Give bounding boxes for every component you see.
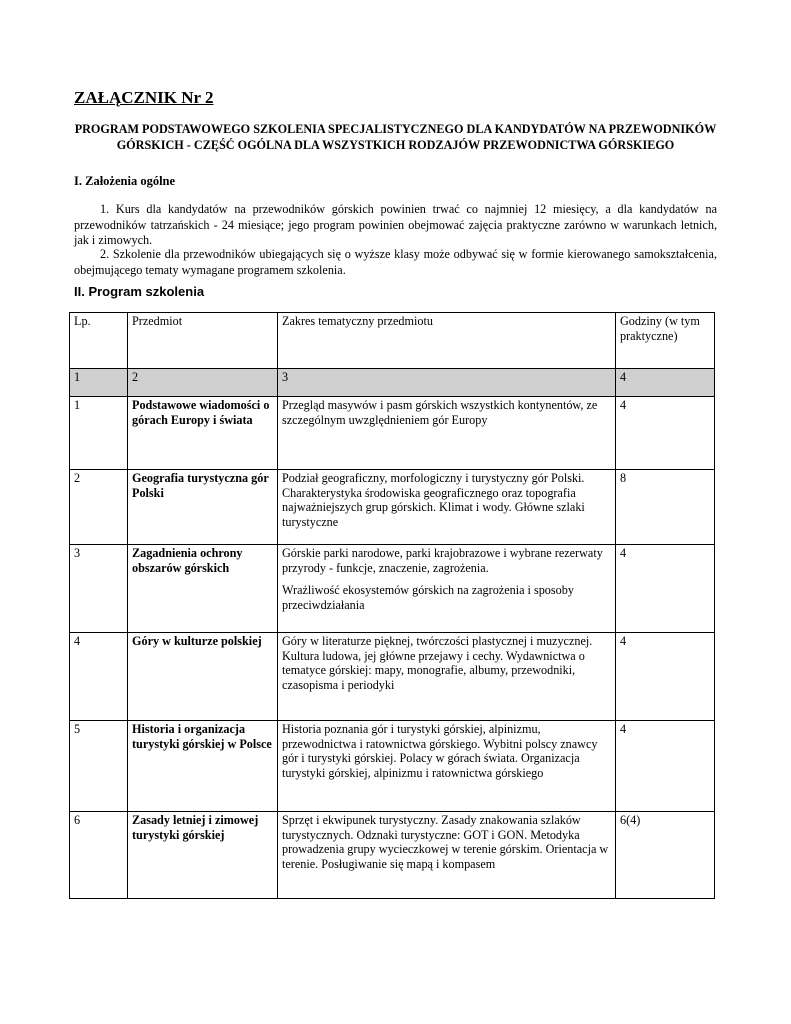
program-title: PROGRAM PODSTAWOWEGO SZKOLENIA SPECJALISTYCZNEGO DLA KANDYDATÓW NA PRZEWODNIKÓW GÓRSKICH - CZĘŚĆ OGÓLNA DLA WSZYSTKICH RODZAJÓW PRZEWODNICTWA GÓRSKIEGO (74, 122, 717, 152)
row-scope-text: Sprzęt i ekwipunek turystyczny. Zasady znakowania szlaków turystycznych. Odznaki turystyczne: GOT i GON. Metodyka prowadzenia grupy wycieczkowej w terenie górskim. Orientacja w terenie. Posługiwanie się mapą i kompasem (282, 813, 609, 871)
row-hours: 8 (616, 470, 715, 545)
header-lp: Lp. (70, 313, 128, 369)
row-subject: Góry w kulturze polskiej (128, 633, 278, 721)
table-row (70, 397, 715, 470)
row-lp: 2 (70, 470, 128, 545)
row-lp: 1 (70, 397, 128, 470)
row-subject: Geografia turystyczna gór Polski (128, 470, 278, 545)
row-lp: 3 (70, 545, 128, 633)
table-row (70, 545, 715, 633)
column-number: 1 (70, 369, 128, 397)
row-hours: 4 (616, 397, 715, 470)
section2-heading: II. Program szkolenia (74, 284, 205, 299)
header-hours: Godziny (w tym praktyczne) (616, 313, 715, 369)
row-lp: 4 (70, 633, 128, 721)
table-row (70, 470, 715, 545)
row-scope (278, 812, 616, 899)
section1-heading: I. Założenia ogólne (74, 174, 176, 188)
row-hours: 4 (616, 633, 715, 721)
row-scope-text: Podział geograficzny, morfologiczny i turystyczny gór Polski. Charakterystyka środowiska geograficznego oraz topografia najważniejszych grup górskich. Klimat i wody. Główne szlaki turystyczne (282, 471, 585, 529)
row-hours: 4 (616, 545, 715, 633)
column-number-row (70, 369, 715, 397)
row-scope (278, 470, 616, 545)
row-lp: 5 (70, 721, 128, 812)
row-subject: Podstawowe wiadomości o górach Europy i świata (128, 397, 278, 470)
row-hours: 4 (616, 721, 715, 812)
table-row (70, 812, 715, 899)
table-row (70, 633, 715, 721)
row-scope (278, 721, 616, 812)
row-hours: 6(4) (616, 812, 715, 899)
row-subject: Zasady letniej i zimowej turystyki górskiej (128, 812, 278, 899)
row-scope (278, 633, 616, 721)
table-header-row (70, 313, 715, 369)
row-subject: Historia i organizacja turystyki górskiej w Polsce (128, 721, 278, 812)
row-scope (278, 545, 616, 633)
program-table (69, 312, 715, 899)
row-lp: 6 (70, 812, 128, 899)
table-row (70, 721, 715, 812)
header-subject: Przedmiot (128, 313, 278, 369)
column-number: 4 (616, 369, 715, 397)
row-subject: Zagadnienia ochrony obszarów górskich (128, 545, 278, 633)
row-scope (278, 397, 616, 470)
row-scope-extra: Wrażliwość ekosystemów górskich na zagrożenia i sposoby przeciwdziałania (282, 583, 574, 612)
section1-paragraph-2: 2. Szkolenie dla przewodników ubiegających się o wyższe klasy może odbywać się w formie kierowanego samokształcenia, obejmującego tematy wymagane programem szkolenia. (74, 247, 717, 277)
section1-paragraph-1: 1. Kurs dla kandydatów na przewodników górskich powinien trwać co najmniej 12 miesięcy, a dla kandydatów na przewodników tatrzańskich - 24 miesiące; jego program powinien obejmować zajęcia praktyczne zarówno w warunkach letnich, jak i zimowych. (74, 202, 717, 248)
row-scope-text: Przegląd masywów i pasm górskich wszystkich kontynentów, ze szczególnym uwzględnieniem gór Europy (282, 398, 598, 427)
row-scope-text: Górskie parki narodowe, parki krajobrazowe i wybrane rezerwaty przyrody - funkcje, znaczenie, zagrożenia. (282, 546, 603, 575)
annex-title: ZAŁĄCZNIK Nr 2 (74, 88, 214, 107)
row-scope-text: Góry w literaturze pięknej, twórczości plastycznej i muzycznej. Kultura ludowa, jej główne przejawy i cechy. Wydawnictwa o tematyce górskiej: mapy, monografie, albumy, przewodniki, czasopisma i periodyki (282, 634, 593, 692)
header-scope: Zakres tematyczny przedmiotu (278, 313, 616, 369)
column-number: 2 (128, 369, 278, 397)
row-scope-text: Historia poznania gór i turystyki górskiej, alpinizmu, przewodnictwa i ratownictwa górskiego. Wybitni polscy znawcy gór i turystyki górskiej. Polacy w górach świata. Organizacja turystyki górskiej, alpinizmu i ratownictwa górskiego (282, 722, 598, 780)
column-number: 3 (278, 369, 616, 397)
